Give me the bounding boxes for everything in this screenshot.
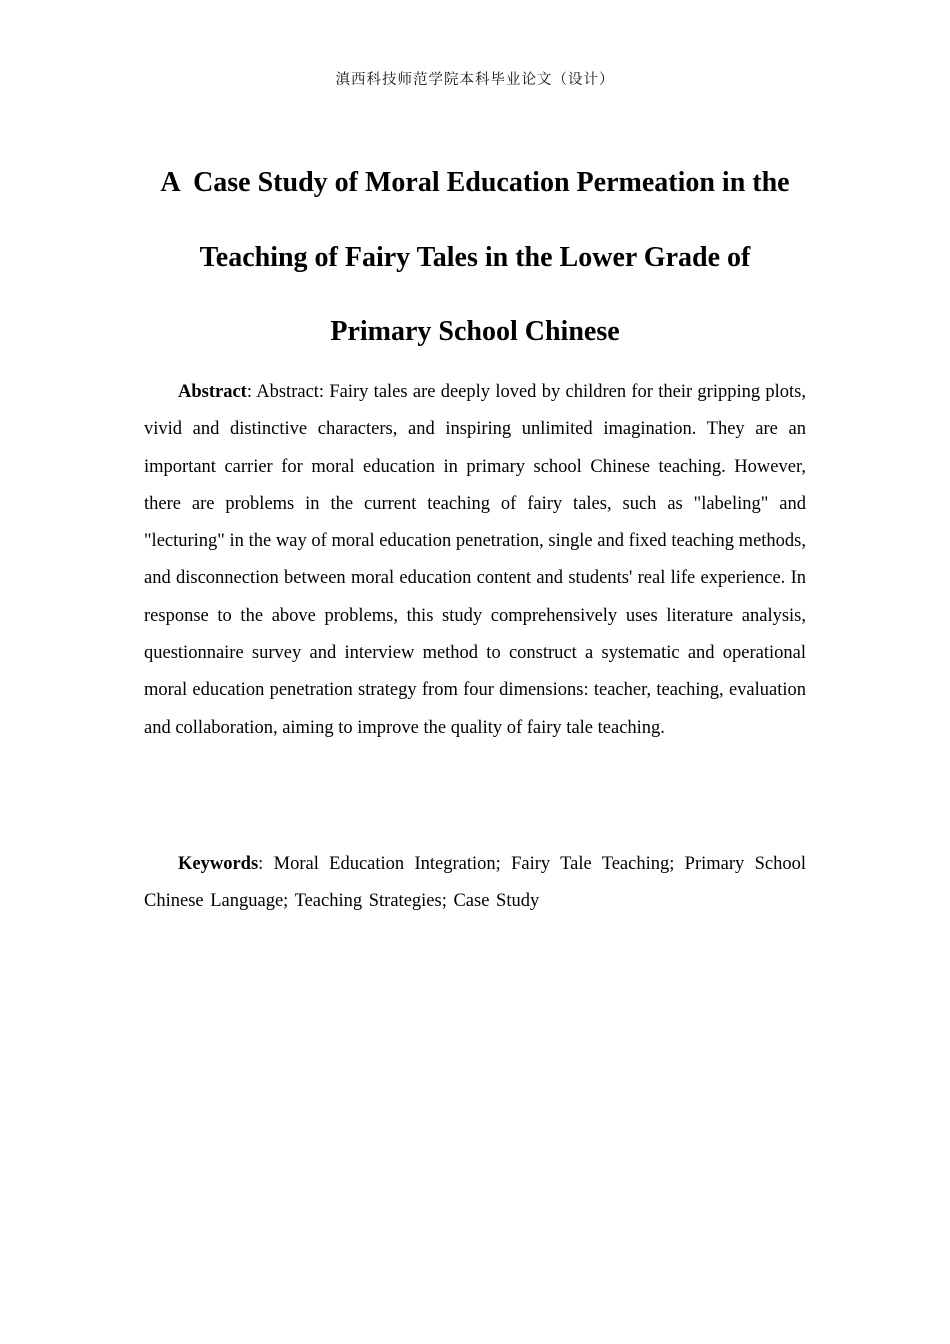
title-line-3: Primary School Chinese — [330, 316, 620, 347]
abstract-text: Abstract: Fairy tales are deeply loved by children for their gripping plots, vivid and distinctive characters, and inspiring unlimited imagination. They are an important carrier for moral education in primary school Chinese teaching. However, there are problems in the current teaching of fairy tales, such as "labeling" and "lecturing" in the way of moral education penetration, single and fixed teaching methods, and disconnection between moral education content and students' real life experience. In response to the above problems, this study comprehensively uses literature analysis, questionnaire survey and interview method to construct a systematic and operational moral education penetration strategy from four dimensions: teacher, teaching, evaluation and collaboration, aiming to improve the quality of fairy tale teaching. — [144, 382, 806, 738]
title-line-1: A Case Study of Moral Education Permeation in the — [160, 167, 790, 198]
abstract-separator: : — [246, 382, 252, 402]
abstract-label: Abstract — [178, 382, 247, 402]
abstract-paragraph — [144, 374, 806, 747]
title-line-2: Teaching of Fairy Tales in the Lower Grade of — [199, 241, 751, 273]
keywords-separator: : — [258, 854, 264, 874]
keywords-label: Keywords — [178, 854, 259, 874]
keywords-paragraph — [144, 846, 806, 921]
keywords-text: Moral Education Integration; Fairy Tale Teaching; Primary School Chinese Language; Teaching Strategies; Case Study — [144, 854, 806, 912]
page-header: 滇西科技师范学院本科毕业论文（设计） — [335, 72, 615, 88]
paper-title — [100, 146, 850, 370]
